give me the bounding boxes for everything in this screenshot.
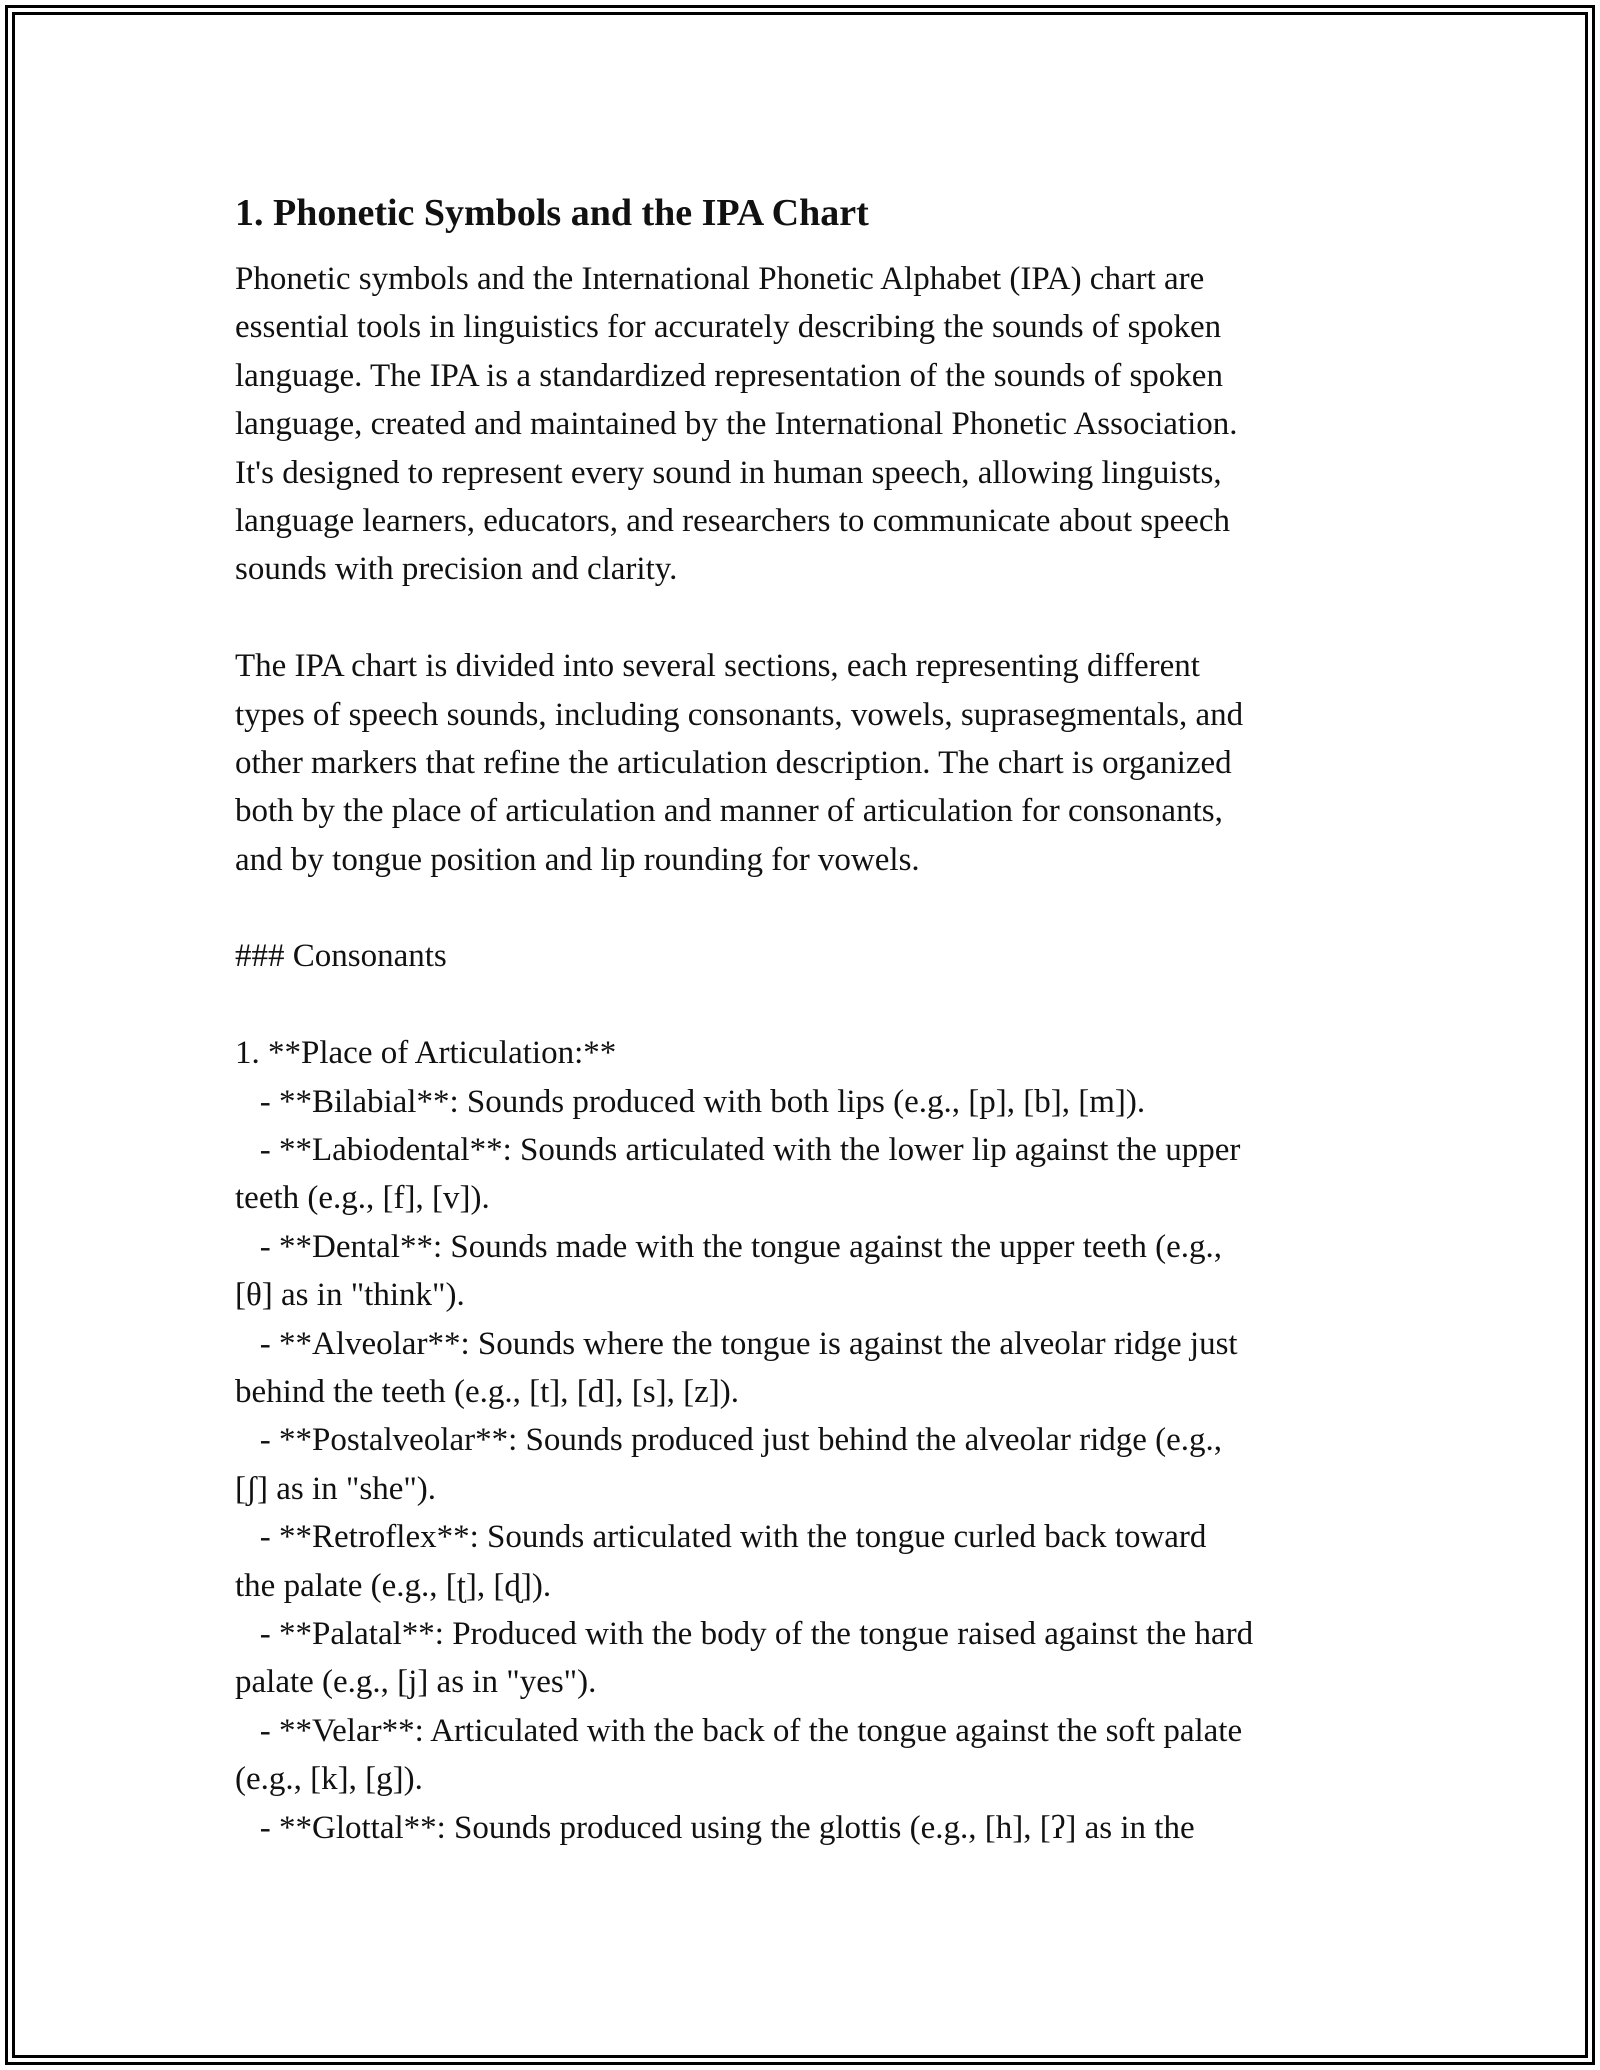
list-item-line: palate (e.g., [j] as in "yes"). (235, 1664, 597, 1701)
section-heading: 1. Phonetic Symbols and the IPA Chart (235, 192, 869, 234)
text-line: and by tongue position and lip rounding for vowels. (235, 841, 920, 878)
text-line: types of speech sounds, including consonants, vowels, suprasegmentals, and (235, 696, 1244, 733)
list-item-line: [ʃ] as in "she"). (235, 1470, 437, 1507)
place-of-articulation-list (235, 1029, 1370, 1852)
list-item-line: the palate (e.g., [ʈ], [ɖ]). (235, 1567, 552, 1604)
list-title: 1. **Place of Articulation:** (235, 1035, 617, 1072)
list-item-line: (e.g., [k], [g]). (235, 1761, 423, 1798)
paragraph-spacer (235, 594, 1370, 642)
text-line: The IPA chart is divided into several sections, each representing different (235, 648, 1200, 685)
paragraph-intro (235, 255, 1370, 594)
list-item-line: behind the teeth (e.g., [t], [d], [s], [z]). (235, 1373, 739, 1410)
paragraph-chart-sections (235, 642, 1370, 884)
consonants-subheading: ### Consonants (235, 938, 447, 975)
text-line: language, created and maintained by the International Phonetic Association. (235, 406, 1238, 443)
list-item-line: - **Postalveolar**: Sounds produced just behind the alveolar ridge (e.g., (235, 1422, 1223, 1459)
list-item-line: - **Velar**: Articulated with the back of the tongue against the soft palate (235, 1712, 1243, 1749)
list-item-line: - **Palatal**: Produced with the body of the tongue raised against the hard (235, 1615, 1254, 1652)
text-line: language. The IPA is a standardized representation of the sounds of spoken (235, 357, 1223, 394)
list-item-line: - **Bilabial**: Sounds produced with both lips (e.g., [p], [b], [m]). (235, 1083, 1146, 1120)
text-line: language learners, educators, and researchers to communicate about speech (235, 502, 1231, 539)
list-item-line: - **Labiodental**: Sounds articulated with the lower lip against the upper (235, 1132, 1241, 1169)
text-line: sounds with precision and clarity. (235, 551, 678, 588)
list-item-line: teeth (e.g., [f], [v]). (235, 1180, 490, 1217)
text-line: other markers that refine the articulation description. The chart is organized (235, 744, 1232, 781)
list-item-line: - **Retroflex**: Sounds articulated with the tongue curled back toward (235, 1519, 1207, 1556)
text-line: It's designed to represent every sound in human speech, allowing linguists, (235, 454, 1222, 491)
list-item-line: [θ] as in "think"). (235, 1277, 465, 1314)
list-item-line: - **Dental**: Sounds made with the tongue against the upper teeth (e.g., (235, 1228, 1223, 1265)
list-item-line: - **Alveolar**: Sounds where the tongue is against the alveolar ridge just (235, 1325, 1238, 1362)
paragraph-spacer (235, 981, 1370, 1029)
document-body (235, 185, 1370, 1852)
text-line: both by the place of articulation and manner of articulation for consonants, (235, 793, 1223, 830)
text-line: essential tools in linguistics for accurately describing the sounds of spoken (235, 309, 1222, 346)
list-item-line: - **Glottal**: Sounds produced using the glottis (e.g., [h], [ʔ] as in the (235, 1809, 1195, 1846)
paragraph-spacer (235, 884, 1370, 932)
text-line: Phonetic symbols and the International Phonetic Alphabet (IPA) chart are (235, 261, 1205, 297)
